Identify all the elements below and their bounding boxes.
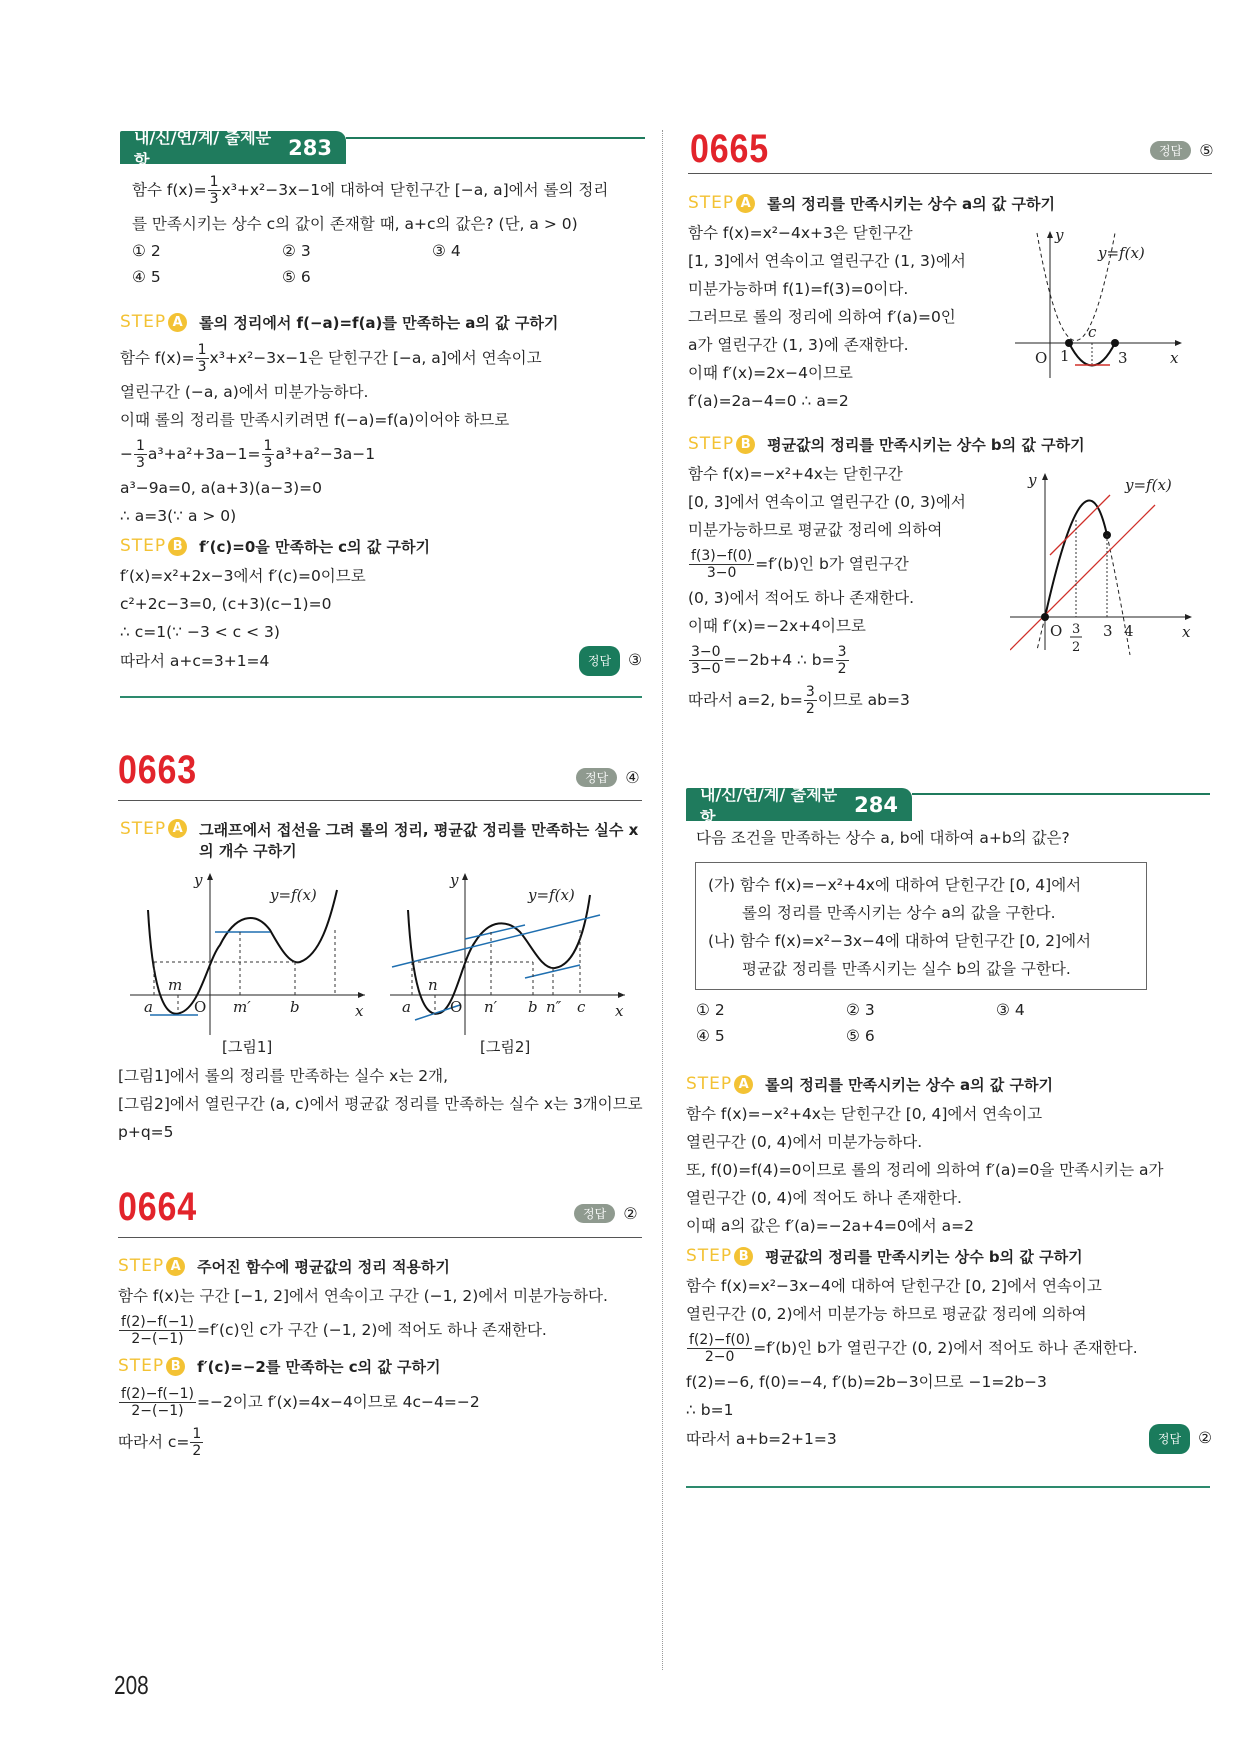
step-heading bbox=[686, 1068, 1212, 1100]
column-divider bbox=[662, 130, 663, 1670]
origin-label: O bbox=[450, 998, 463, 1016]
text-segment: =f′(b)인 b가 열린구간 bbox=[755, 555, 909, 573]
text-segment: − bbox=[120, 445, 133, 463]
text-line bbox=[688, 387, 1018, 415]
problem-number: 0665 bbox=[690, 127, 770, 171]
text-segment: 이때 f′(x)=−2x+4이므로 bbox=[688, 617, 866, 635]
solution-0665-step-a bbox=[688, 187, 1055, 415]
step-badge-a: A bbox=[168, 819, 187, 838]
fraction bbox=[119, 1314, 196, 1347]
step-word: STEP bbox=[118, 1356, 165, 1376]
numerator: 1 bbox=[263, 437, 273, 454]
text-line bbox=[688, 544, 1018, 584]
text-line bbox=[688, 680, 1018, 720]
answer-value: ④ bbox=[625, 768, 640, 787]
point-c: c bbox=[577, 998, 586, 1016]
text-segment: 열린구간 (0, 4)에 적어도 하나 존재한다. bbox=[686, 1189, 962, 1207]
figure-2-caption: [그림2] bbox=[480, 1038, 531, 1056]
text-segment: x³+x²−3x−1은 닫힌구간 [−a, a]에서 연속이고 bbox=[209, 349, 542, 367]
text-segment: f′(a)=2a−4=0 ∴ a=2 bbox=[688, 392, 849, 410]
numerator: 1 bbox=[209, 173, 219, 190]
answer-label: 정답 bbox=[1150, 141, 1191, 160]
step-title: 그래프에서 접선을 그려 롤의 정리, 평균값 정리를 만족하는 실수 x의 개수 구하기 bbox=[199, 821, 639, 860]
text-segment: 이므로 ab=3 bbox=[817, 691, 910, 709]
text-segment: p+q=5 bbox=[118, 1123, 174, 1141]
text-line bbox=[688, 219, 1018, 247]
axis-label-x: x bbox=[615, 1002, 624, 1020]
point-n-prime: n′ bbox=[484, 998, 498, 1016]
text-segment: 롤의 정리를 만족시키는 상수 a의 값을 구한다. bbox=[742, 904, 1056, 922]
text-line bbox=[120, 474, 642, 502]
answer-label: 정답 bbox=[574, 1204, 615, 1223]
text-line bbox=[686, 1156, 1212, 1184]
step-badge-b: B bbox=[168, 537, 187, 556]
answer-badge bbox=[574, 1204, 638, 1223]
text-line bbox=[688, 247, 1018, 275]
problem-number: 0663 bbox=[118, 748, 198, 792]
tick-numerator: 3 bbox=[1072, 622, 1081, 637]
final-answer-line bbox=[686, 1424, 1212, 1454]
answer-badge bbox=[1150, 141, 1214, 160]
text-line bbox=[708, 899, 1134, 927]
step-badge-a: A bbox=[736, 194, 755, 213]
text-segment: a³+a²−3a−1 bbox=[275, 445, 376, 463]
graph-mean-value bbox=[1010, 470, 1200, 655]
header-number: 284 bbox=[854, 792, 898, 817]
step-word: STEP bbox=[120, 819, 167, 839]
conclusion-text: 따라서 a+b=2+1=3 bbox=[686, 1430, 837, 1448]
text-segment: 함수 f(x)=x²−4x+3은 닫힌구간 bbox=[688, 224, 913, 242]
choices bbox=[696, 997, 1146, 1049]
curve-label: y=f(x) bbox=[528, 886, 575, 904]
section-header-283 bbox=[120, 127, 346, 170]
text-line bbox=[688, 640, 1018, 680]
text-segment: 따라서 a=2, b= bbox=[688, 691, 803, 709]
text-segment: 평균값 정리를 만족시키는 실수 b의 값을 구한다. bbox=[742, 960, 1071, 978]
step-heading bbox=[120, 530, 642, 562]
step-heading bbox=[118, 1350, 648, 1382]
text-segment: a³−9a=0, a(a+3)(a−3)=0 bbox=[120, 479, 322, 497]
curve-label: y=f(x) bbox=[270, 886, 317, 904]
figure-2 bbox=[390, 870, 630, 1040]
text-line bbox=[688, 488, 1018, 516]
step-title: 평균값의 정리를 만족시키는 상수 b의 값 구하기 bbox=[765, 1247, 1083, 1266]
figure-1 bbox=[130, 870, 370, 1040]
step-title: 롤의 정리에서 f(−a)=f(a)를 만족하는 a의 값 구하기 bbox=[199, 313, 559, 332]
tick-denominator: 2 bbox=[1072, 640, 1081, 655]
text-segment: 함수 f(x)=−x²+4x는 닫힌구간 bbox=[688, 465, 903, 483]
text-line bbox=[118, 1382, 648, 1422]
denominator: 2 bbox=[805, 700, 815, 717]
answer-badge bbox=[1149, 1424, 1212, 1454]
text-segment: =f′(b)인 b가 열린구간 (0, 2)에서 적어도 하나 존재한다. bbox=[753, 1339, 1138, 1357]
text-segment: 따라서 c= bbox=[118, 1433, 190, 1451]
text-line bbox=[118, 1090, 648, 1118]
numerator: f(2)−f(0) bbox=[689, 1331, 751, 1348]
text-segment: 열린구간 (0, 2)에서 미분가능 하므로 평균값 정리에 의하여 bbox=[686, 1305, 1087, 1323]
text-line bbox=[120, 590, 642, 618]
header-number: 283 bbox=[288, 135, 332, 160]
axis-label-y: y bbox=[194, 871, 203, 889]
step-title: 롤의 정리를 만족시키는 상수 a의 값 구하기 bbox=[765, 1075, 1053, 1094]
step-badge-b: B bbox=[734, 1247, 753, 1266]
text-line bbox=[118, 1422, 648, 1462]
conclusion-text: 따라서 a+c=3+1=4 bbox=[120, 652, 270, 670]
text-line bbox=[132, 210, 642, 238]
text-segment: 함수 f(x)=x²−3x−4에 대하여 닫힌구간 [0, 2]에서 연속이고 bbox=[686, 1277, 1102, 1295]
step-badge-a: A bbox=[166, 1257, 185, 1276]
header-line bbox=[912, 793, 1210, 795]
text-segment: f(2)=−6, f(0)=−4, f′(b)=2b−3이므로 −1=2b−3 bbox=[686, 1373, 1047, 1391]
text-segment: f′(x)=x²+2x−3에서 f′(c)=0이므로 bbox=[120, 567, 366, 585]
header-prefix: 내/신/연/계/ 출제문항 bbox=[700, 784, 838, 827]
fraction bbox=[836, 644, 849, 677]
step-heading bbox=[688, 187, 1055, 219]
title-rule bbox=[118, 1237, 642, 1238]
header-line bbox=[346, 137, 645, 139]
step-title: f′(c)=0을 만족하는 c의 값 구하기 bbox=[199, 537, 430, 556]
step-word: STEP bbox=[120, 536, 167, 556]
denominator: 3 bbox=[263, 454, 273, 471]
point-m-prime: m′ bbox=[233, 998, 251, 1016]
solution-0665-step-b bbox=[688, 428, 1085, 720]
text-line bbox=[118, 1062, 648, 1090]
origin-label: O bbox=[1035, 349, 1048, 367]
figure-1-caption: [그림1] bbox=[222, 1038, 273, 1056]
axis-label-y: y bbox=[1055, 228, 1064, 244]
denominator: 2−(−1) bbox=[131, 1330, 184, 1347]
step-heading bbox=[118, 1250, 648, 1282]
question-283 bbox=[132, 170, 642, 290]
fraction bbox=[196, 342, 209, 375]
numerator: f(2)−f(−1) bbox=[121, 1385, 194, 1402]
fraction bbox=[262, 438, 275, 471]
denominator: 3 bbox=[209, 190, 219, 207]
text-line bbox=[686, 1272, 1212, 1300]
numerator: f(3)−f(0) bbox=[691, 547, 753, 564]
numerator: 3 bbox=[837, 643, 847, 660]
choices bbox=[132, 238, 642, 290]
choice-option: ① 2 bbox=[132, 242, 161, 260]
title-rule bbox=[118, 800, 642, 801]
conditions-box bbox=[695, 862, 1147, 990]
axis-label-x: x bbox=[1170, 349, 1179, 367]
choice-option: ⑤ 6 bbox=[282, 268, 311, 286]
fraction bbox=[687, 1332, 752, 1365]
denominator: 3−0 bbox=[691, 660, 721, 677]
solution-284 bbox=[686, 1068, 1212, 1454]
point-b: b bbox=[290, 998, 300, 1016]
text-segment: 이때 a의 값은 f′(a)=−2a+4=0에서 a=2 bbox=[686, 1217, 974, 1235]
fraction bbox=[134, 438, 147, 471]
step-badge-b: B bbox=[736, 435, 755, 454]
fraction bbox=[689, 644, 723, 677]
curve-label: y=f(x) bbox=[1125, 476, 1172, 494]
text-line bbox=[688, 275, 1018, 303]
numerator: 1 bbox=[192, 1425, 202, 1442]
numerator: 3 bbox=[805, 683, 815, 700]
text-line bbox=[688, 584, 1018, 612]
text-line bbox=[120, 406, 642, 434]
answer-label: 정답 bbox=[576, 768, 617, 787]
denominator: 2 bbox=[192, 1442, 202, 1459]
text-segment: 미분가능하므로 평균값 정리에 의하여 bbox=[688, 521, 943, 539]
choice-option: ④ 5 bbox=[132, 268, 161, 286]
text-segment: =−2b+4 ∴ b= bbox=[723, 651, 835, 669]
conclusion-0663 bbox=[118, 1062, 648, 1146]
text-line bbox=[688, 460, 1018, 488]
text-line bbox=[686, 1212, 1212, 1240]
text-line bbox=[688, 516, 1018, 544]
final-answer-line bbox=[120, 646, 642, 676]
text-line bbox=[118, 1310, 648, 1350]
step-heading bbox=[120, 306, 642, 338]
text-segment: 미분가능하며 f(1)=f(3)=0이다. bbox=[688, 280, 909, 298]
axis-label-y: y bbox=[450, 871, 459, 889]
tick-4: 4 bbox=[1124, 622, 1134, 640]
fraction bbox=[689, 548, 754, 581]
text-line bbox=[132, 170, 642, 210]
text-segment: [그림1]에서 롤의 정리를 만족하는 실수 x는 2개, bbox=[118, 1067, 449, 1085]
point-c: c bbox=[1088, 323, 1097, 341]
text-line bbox=[120, 562, 642, 590]
answer-value: ③ bbox=[628, 651, 642, 669]
axis-label-y: y bbox=[1028, 471, 1037, 489]
denominator: 2−(−1) bbox=[131, 1402, 184, 1419]
step-badge-b: B bbox=[166, 1357, 185, 1376]
step-title: f′(c)=−2를 만족하는 c의 값 구하기 bbox=[197, 1357, 441, 1376]
graph-rolle bbox=[1010, 228, 1195, 388]
text-segment: a³+a²+3a−1= bbox=[147, 445, 261, 463]
step-word: STEP bbox=[688, 434, 735, 454]
text-line bbox=[688, 303, 1018, 331]
text-line bbox=[688, 612, 1018, 640]
solution-283 bbox=[120, 306, 642, 676]
text-segment: (나) 함수 f(x)=x²−3x−4에 대하여 닫힌구간 [0, 2]에서 bbox=[708, 932, 1092, 950]
step-word: STEP bbox=[120, 312, 167, 332]
text-line bbox=[708, 927, 1134, 955]
choice-option: ③ 4 bbox=[432, 242, 461, 260]
text-line bbox=[120, 378, 642, 406]
solution-0663 bbox=[120, 815, 640, 865]
text-segment: [1, 3]에서 연속이고 열린구간 (1, 3)에서 bbox=[688, 252, 966, 270]
denominator: 3 bbox=[197, 358, 207, 375]
text-line bbox=[688, 331, 1018, 359]
text-segment: ∴ a=3(∵ a > 0) bbox=[120, 507, 237, 525]
step-title: 평균값의 정리를 만족시키는 상수 b의 값 구하기 bbox=[767, 435, 1085, 454]
choice-option: ④ 5 bbox=[696, 1027, 725, 1045]
answer-badge bbox=[579, 646, 642, 676]
numerator: 1 bbox=[136, 437, 145, 454]
text-line bbox=[686, 1396, 1212, 1424]
problem-number: 0664 bbox=[118, 1185, 198, 1229]
text-segment: 그러므로 롤의 정리에 의하여 f′(a)=0인 bbox=[688, 308, 956, 326]
text-line bbox=[686, 1368, 1212, 1396]
step-word: STEP bbox=[118, 1256, 165, 1276]
text-line bbox=[686, 1328, 1212, 1368]
point-n: n bbox=[428, 976, 438, 994]
choice-option: ② 3 bbox=[846, 1001, 875, 1019]
text-segment: [그림2]에서 열린구간 (a, c)에서 평균값 정리를 만족하는 실수 x는 3개이므로 bbox=[118, 1095, 643, 1113]
fraction bbox=[804, 684, 817, 717]
text-segment: =−2이고 f′(x)=4x−4이므로 4c−4=−2 bbox=[196, 1393, 480, 1411]
text-segment: x³+x²−3x−1에 대하여 닫힌구간 [−a, a]에서 롤의 정리 bbox=[221, 181, 609, 199]
section-end-rule bbox=[686, 1486, 1210, 1488]
denominator: 3 bbox=[136, 454, 145, 471]
fraction bbox=[190, 1426, 203, 1459]
text-line bbox=[120, 338, 642, 378]
point-a: a bbox=[144, 998, 153, 1016]
page-number: 208 bbox=[114, 1670, 149, 1700]
text-line bbox=[708, 955, 1134, 983]
choice-option: ① 2 bbox=[696, 1001, 725, 1019]
answer-value: ② bbox=[623, 1204, 638, 1223]
axis-label-x: x bbox=[1182, 623, 1191, 641]
text-line bbox=[118, 1118, 648, 1146]
text-segment: 함수 f(x)= bbox=[120, 349, 195, 367]
axis-label-x: x bbox=[355, 1002, 364, 1020]
text-line bbox=[708, 871, 1134, 899]
text-line bbox=[120, 502, 642, 530]
text-line bbox=[686, 1184, 1212, 1212]
step-heading bbox=[686, 1240, 1212, 1272]
origin-label: O bbox=[194, 998, 207, 1016]
text-segment: =f′(c)인 c가 구간 (−1, 2)에 적어도 하나 존재한다. bbox=[196, 1321, 547, 1339]
text-segment: 함수 f(x)는 구간 [−1, 2]에서 연속이고 구간 (−1, 2)에서 미분가능하다. bbox=[118, 1287, 608, 1305]
text-segment: 이때 f′(x)=2x−4이므로 bbox=[688, 364, 853, 382]
solution-0664 bbox=[118, 1250, 648, 1462]
origin-label: O bbox=[1050, 622, 1063, 640]
point-m: m bbox=[168, 976, 183, 994]
choice-option: ⑤ 6 bbox=[846, 1027, 875, 1045]
text-line bbox=[686, 1100, 1212, 1128]
title-rule bbox=[688, 173, 1212, 174]
answer-value: ② bbox=[1198, 1429, 1212, 1447]
fraction bbox=[208, 174, 221, 207]
answer-label: 정답 bbox=[579, 646, 620, 676]
text-segment: 이때 롤의 정리를 만족시키려면 f(−a)=f(a)이어야 하므로 bbox=[120, 411, 510, 429]
answer-badge bbox=[576, 768, 640, 787]
text-segment: [0, 3]에서 연속이고 열린구간 (0, 3)에서 bbox=[688, 493, 966, 511]
step-badge-a: A bbox=[168, 313, 187, 332]
numerator: 3−0 bbox=[691, 643, 721, 660]
denominator: 2 bbox=[837, 660, 847, 677]
fraction bbox=[119, 1386, 196, 1419]
text-segment: 열린구간 (0, 4)에서 미분가능하다. bbox=[686, 1133, 923, 1151]
point-a: a bbox=[402, 998, 411, 1016]
tick-1: 1 bbox=[1060, 347, 1070, 365]
text-segment: 함수 f(x)= bbox=[132, 181, 207, 199]
denominator: 3−0 bbox=[706, 564, 737, 581]
step-word: STEP bbox=[688, 193, 735, 213]
text-segment: (가) 함수 f(x)=−x²+4x에 대하여 닫힌구간 [0, 4]에서 bbox=[708, 876, 1082, 894]
text-segment: c²+2c−3=0, (c+3)(c−1)=0 bbox=[120, 595, 332, 613]
step-title: 주어진 함수에 평균값의 정리 적용하기 bbox=[197, 1257, 450, 1276]
step-heading bbox=[120, 815, 640, 865]
text-line bbox=[686, 1300, 1212, 1328]
text-line bbox=[120, 618, 642, 646]
answer-value: ⑤ bbox=[1199, 141, 1214, 160]
denominator: 2−0 bbox=[704, 1348, 735, 1365]
question-284: 다음 조건을 만족하는 상수 a, b에 대하여 a+b의 값은? bbox=[696, 829, 1070, 847]
step-word: STEP bbox=[686, 1246, 733, 1266]
numerator: 1 bbox=[197, 341, 207, 358]
section-end-rule bbox=[120, 696, 642, 698]
text-segment: 또, f(0)=f(4)=0이므로 롤의 정리에 의하여 f′(a)=0을 만족시키는 a가 bbox=[686, 1161, 1164, 1179]
header-prefix: 내/신/연/계/ 출제문항 bbox=[134, 127, 272, 170]
numerator: f(2)−f(−1) bbox=[121, 1313, 194, 1330]
text-segment: 를 만족시키는 상수 c의 값이 존재할 때, a+c의 값은? (단, a > 0) bbox=[132, 215, 578, 233]
point-b: b bbox=[528, 998, 538, 1016]
choice-option: ② 3 bbox=[282, 242, 311, 260]
text-line bbox=[686, 1128, 1212, 1156]
text-segment: ∴ b=1 bbox=[686, 1401, 734, 1419]
curve-label: y=f(x) bbox=[1098, 244, 1145, 262]
section-header-284 bbox=[686, 784, 912, 827]
text-segment: (0, 3)에서 적어도 하나 존재한다. bbox=[688, 589, 915, 607]
text-line bbox=[688, 359, 1018, 387]
tick-3: 3 bbox=[1103, 622, 1113, 640]
step-title: 롤의 정리를 만족시키는 상수 a의 값 구하기 bbox=[767, 194, 1055, 213]
step-heading bbox=[688, 428, 1085, 460]
text-line bbox=[118, 1282, 648, 1310]
text-segment: a가 열린구간 (1, 3)에 존재한다. bbox=[688, 336, 909, 354]
step-word: STEP bbox=[686, 1074, 733, 1094]
tick-3: 3 bbox=[1118, 349, 1128, 367]
point-n-double-prime: n″ bbox=[546, 998, 562, 1016]
choice-option: ③ 4 bbox=[996, 1001, 1025, 1019]
text-segment: ∴ c=1(∵ −3 < c < 3) bbox=[120, 623, 280, 641]
step-badge-a: A bbox=[734, 1075, 753, 1094]
text-segment: 함수 f(x)=−x²+4x는 닫힌구간 [0, 4]에서 연속이고 bbox=[686, 1105, 1043, 1123]
text-line bbox=[120, 434, 642, 474]
text-segment: 열린구간 (−a, a)에서 미분가능하다. bbox=[120, 383, 369, 401]
answer-label: 정답 bbox=[1149, 1424, 1190, 1454]
